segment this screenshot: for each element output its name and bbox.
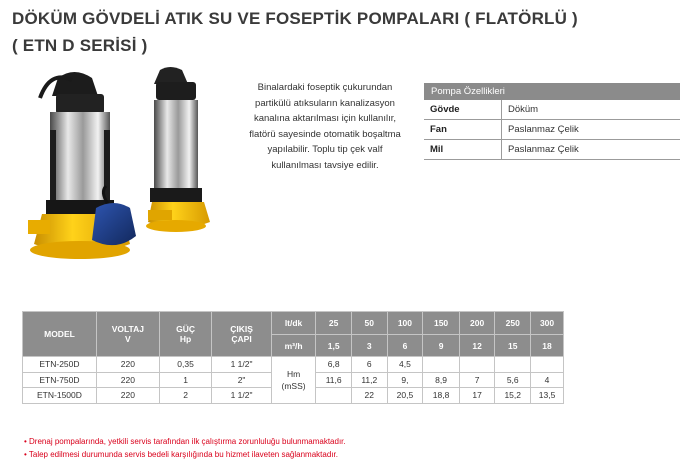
hm-unit: (mSS) [281,380,306,391]
guc-unit: Hp [179,334,192,344]
flow-lt-value: 50 [351,312,387,335]
flow-lt-value: 250 [495,312,531,335]
flow-m3-value: 1,5 [316,335,352,357]
page-subtitle: ( ETN D SERİSİ ) [12,36,148,55]
flow-lt-value: 25 [316,312,352,335]
footnotes [24,435,346,461]
feature-value: Paslanmaz Çelik [508,144,579,155]
cell-head: 11,6 [316,372,352,388]
feature-key: Fan [424,120,502,139]
flow-lt-value: 100 [387,312,423,335]
cell-model: ETN-750D [23,372,97,388]
cell-head: 15,2 [495,388,531,404]
cell-hm-label [271,357,316,404]
feature-value: Paslanmaz Çelik [508,124,579,135]
pump-illustration [20,60,235,275]
performance-table [22,311,564,404]
cikis-label: ÇIKIŞ [230,324,253,334]
cell-head [531,357,564,373]
cell-head [316,388,352,404]
col-voltaj [96,312,159,357]
feature-value: Döküm [508,104,539,115]
hm-label: Hm [286,368,301,379]
cell-head: 7 [459,372,495,388]
cell-guc: 0,35 [159,357,212,373]
cell-voltaj: 220 [96,357,159,373]
description-line: flatörü sayesinde otomatik boşaltma [249,128,401,140]
feature-key: Mil [424,140,502,159]
flow-m3-value: 12 [459,335,495,357]
cell-head: 11,2 [351,372,387,388]
cell-head [495,357,531,373]
cell-head [459,357,495,373]
flow-unit-m3: m³/h [271,335,316,357]
cell-cikis: 1 1/2" [212,388,271,404]
front-pump [28,72,136,259]
cikis-unit: ÇAPI [231,334,252,344]
cell-cikis: 2" [212,372,271,388]
cell-head: 9, [387,372,423,388]
footnote: • Drenaj pompalarında, yetkili servis tarafından ilk çalıştırma zorunluluğu bulunmamaktadır. [24,437,346,446]
col-cikis [212,312,271,357]
cell-guc: 2 [159,388,212,404]
cell-model: ETN-1500D [23,388,97,404]
feature-key: Gövde [424,100,502,119]
flow-lt-value: 200 [459,312,495,335]
flow-m3-value: 9 [423,335,460,357]
flow-lt-value: 150 [423,312,460,335]
cell-cikis: 1 1/2" [212,357,271,373]
cell-guc: 1 [159,372,212,388]
flow-m3-value: 15 [495,335,531,357]
flow-m3-value: 3 [351,335,387,357]
flow-m3-value: 6 [387,335,423,357]
pump-features-table [424,83,680,160]
cell-head: 18,8 [423,388,460,404]
cell-voltaj: 220 [96,388,159,404]
features-header: Pompa Özellikleri [424,83,680,100]
cell-head: 22 [351,388,387,404]
cell-head [423,357,460,373]
guc-label: GÜÇ [176,324,196,334]
description-line: kullanılması tavsiye edilir. [271,159,379,171]
page-title: DÖKÜM GÖVDELİ ATIK SU VE FOSEPTİK POMPALARI ( FLATÖRLÜ ) [12,9,578,28]
voltaj-label: VOLTAJ [111,324,144,334]
cell-model: ETN-250D [23,357,97,373]
cell-head: 17 [459,388,495,404]
cell-head: 20,5 [387,388,423,404]
rear-pump [146,67,210,232]
flow-m3-value: 18 [531,335,564,357]
footnote: • Talep edilmesi durumunda servis bedeli karşılığında bu hizmet ilaveten sağlanmaktadır. [24,450,338,459]
flow-unit-lt: lt/dk [271,312,316,335]
description-line: kanalına aktarılması için kullanılır, [253,113,397,124]
table-row [23,357,564,373]
description-line: Binalardaki foseptik çukurundan [257,82,393,93]
cell-head: 4,5 [387,357,423,373]
feature-row [424,120,680,140]
product-description [232,80,418,173]
cell-head: 6 [351,357,387,373]
cell-head: 8,9 [423,372,460,388]
table-header-row [23,312,564,335]
cell-head: 13,5 [531,388,564,404]
feature-row [424,100,680,120]
cell-voltaj: 220 [96,372,159,388]
flow-lt-value: 300 [531,312,564,335]
description-line: yapılabilir. Toplu tip çek valf [267,144,383,155]
col-guc [159,312,212,357]
voltaj-unit: V [125,334,131,344]
pump-product-image [20,60,235,275]
cell-head: 4 [531,372,564,388]
col-model: MODEL [23,312,97,357]
feature-row [424,140,680,160]
cell-head: 6,8 [316,357,352,373]
cell-head: 5,6 [495,372,531,388]
description-line: partikülü atıksuların kanalizasyon [255,97,395,109]
